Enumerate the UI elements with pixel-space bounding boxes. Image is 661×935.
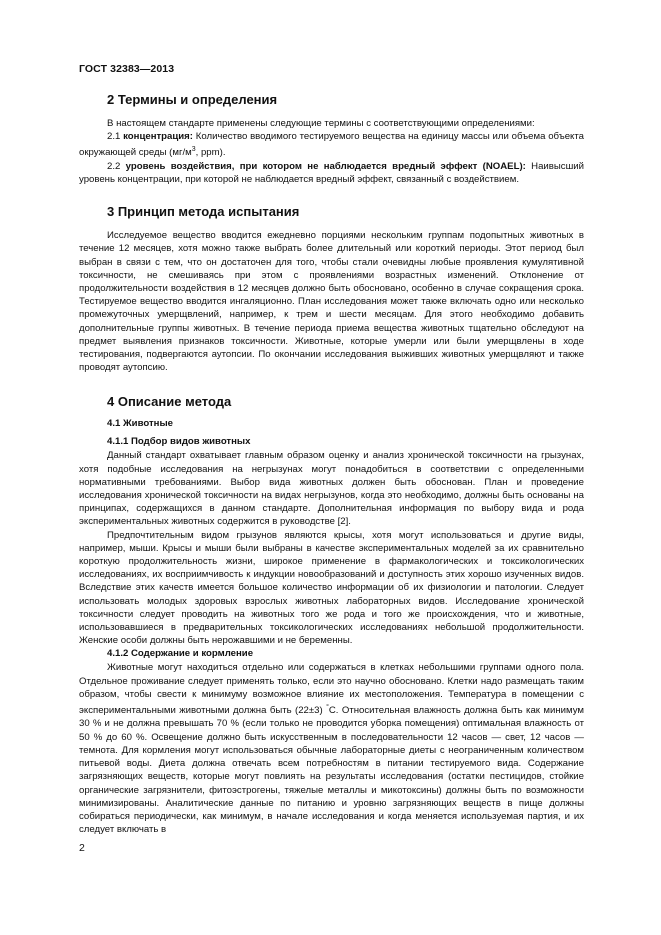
page-number: 2	[79, 842, 85, 854]
document-body	[79, 92, 584, 836]
definition-2-1-superscript: 3	[191, 146, 196, 154]
subsection-4-1-1-heading: 4.1.1 Подбор видов животных	[107, 436, 251, 448]
definition-2-1-number: 2.1	[107, 131, 124, 143]
document-header: ГОСТ 32383—2013	[79, 63, 175, 75]
section-3-heading: 3 Принцип метода испытания	[107, 204, 300, 220]
definition-2-2-text: Наивысший уровень концентрации, при которой не наблюдается вредный эффект, связанный с воздействием.	[79, 160, 584, 185]
subsection-4-1-2-text-b: С. Относительная влажность должна быть как минимум 30 % и не должна превышать 70 % (если только не проводится уборка помещения) оптимальная влажность от 50 % до 60 %. Освещение должно быть искусственным в последовательности 12 часов — свет, 12 часов — темнота. Для кормления могут использоваться обычные лабораторные диеты с неограниченным количеством питьевой воды. Диета должна отвечать всем потребностям в питании тестируемого вида. Содержание загрязняющих веществ, которые могут повлиять на результаты исследования (остатки пестицидов, стойкие органические загрязнители, фитоэстрогены, тяжелые металлы и микотоксины) должны быть по возможности минимизированы. Аналитические данные по питанию и уровню загрязняющих веществ в пище должны собираться периодически, как минимум, в начале исследования и когда меняется используемая партия, и их следует включать в	[79, 705, 584, 836]
subsection-4-1-1-paragraph-1: Данный стандарт охватывает главным образом оценку и анализ хронической токсичности на грызунах, хотя подобные исследования на негрызунах могут понадобиться в соответствии с определенными нормативными требованиями. Выбор вида животных должен быть обоснован. План и проведение исследования хронической токсичности на видах негрызунов, когда это необходимо, должны быть основаны на принципах, содержащихся в данном стандарте. Дополнительная информация по выбору вида и рода экспериментальных животных содержится в руководстве [2].	[79, 450, 584, 528]
definition-2-1-term: концентрация:	[123, 131, 193, 143]
section-2-heading: 2 Термины и определения	[107, 92, 278, 107]
definition-2-2-number: 2.2	[107, 160, 126, 172]
definition-2-2-term: уровень воздействия, при котором не наблюдается вредный эффект (NOAEL):	[125, 160, 526, 172]
section-2-intro: В настоящем стандарте применены следующие термины с соответствующими определениями:	[107, 118, 535, 129]
section-3-paragraph: Исследуемое вещество вводится ежедневно порциями нескольким группам подопытных животных в течение 12 месяцев, хотя можно также выбрать более длительный или короткий периоды. Этот период был выбран в связи с тем, что он достаточен для того, чтобы стали очевидны любые проявления кумулятивной токсичности, не смешиваясь при этом с проявлениями возрастных изменений. Отклонение от продолжительности воздействия в 12 месяцев должно быть обосновано, особенно в случае сокращения срока. Тестируемое вещество вводится ингаляционно. План исследования может также включать одно или несколько промежуточных умерщвлений, например, к трем и шести месяцам. Для этого необходимо добавить дополнительные группы животных. В течение периода приема вещества животных тщательно обследуют на предмет выявления признаков токсичности. Животные, которые умерли или были умерщвлены в ходе тестирования, подвергаются аутопсии. По окончании исследования выживших животных умерщвляют и также проводят аутопсию.	[79, 230, 584, 374]
definition-2-2	[79, 160, 584, 186]
subsection-4-1-1-paragraph-2: Предпочтительным видом грызунов являются крысы, хотя могут использоваться и другие виды, например, мыши. Крысы и мыши были выбраны в качестве экспериментальных моделей за их сравнительно короткую продолжительность жизни, широкое применение в фармакологических и токсикологических исследованиях, их восприимчивость к индукции новообразований и доступность этих хорошо изученных видов. Вследствие этих качеств имеется большое количество информации об их физиологии и патологии. Следует использовать молодых здоровых взрослых животных лабораторных видов. Исследование хронической токсичности следует проводить на животных того же рода и того же происхождения, что и животные, использовавшиеся в предварительных токсикологических исследованиях небольшой продолжительности. Женские особи должны быть нерожавшими и не беременны.	[79, 529, 584, 647]
definition-2-1	[79, 130, 584, 160]
definition-2-1-text-a: Количество вводимого тестируемого вещества на единицу массы или объема объекта окружающей среды (мг/м	[79, 131, 584, 159]
definition-2-1-text-b: , ppm).	[195, 147, 226, 159]
subsection-4-1-2-heading: 4.1.2 Содержание и кормление	[107, 648, 254, 660]
subsection-4-1-heading: 4.1 Животные	[107, 418, 173, 430]
subsection-4-1-2-text-a: Животные могут находиться отдельно или содержаться в клетках небольшими группами одного пола. Отдельное проживание следует применять только, если это научно обосновано. Клетки надо размещать таким образом, чтобы свести к минимуму возможное влияние их местоположения. Температура в помещении с экспериментальными животными должна быть (22±3)	[79, 662, 584, 717]
section-4-heading: 4 Описание метода	[107, 394, 232, 410]
degree-sign: °	[326, 704, 329, 712]
subsection-4-1-2-paragraph	[79, 661, 584, 836]
